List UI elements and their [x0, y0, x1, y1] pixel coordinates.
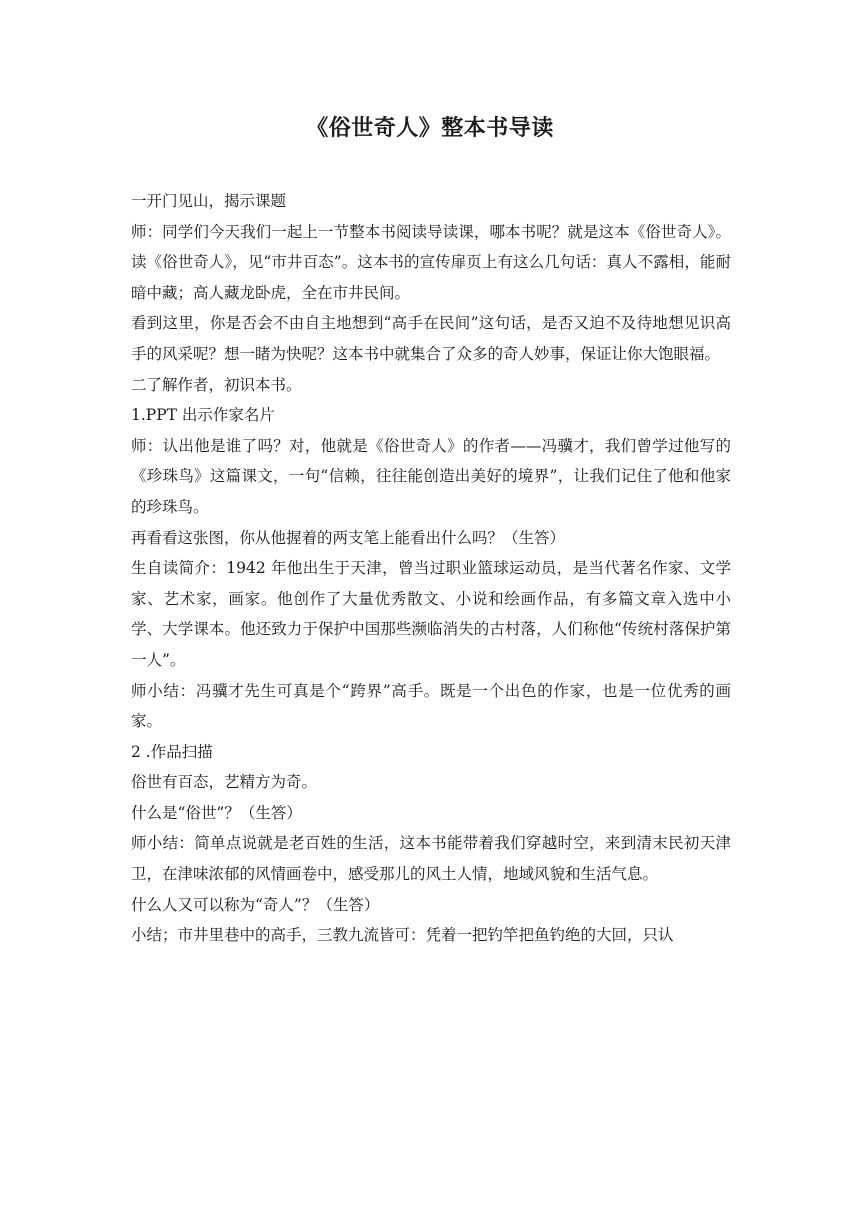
- paragraph: 师小结：冯骥才先生可真是个“跨界”高手。既是一个出色的作家，也是一位优秀的画家。: [131, 681, 731, 731]
- paragraph: 师：认出他是谁了吗？对，他就是《俗世奇人》的作者——冯骥才，我们曾学过他写的《珍珠鸟》这篇课文，一句“信赖，往往能创造出美好的境界”，让我们记住了他和他家的珍珠鸟。: [131, 436, 731, 516]
- paragraph: 二了解作者，初识本书。: [131, 375, 302, 394]
- paragraph: 看到这里，你是否会不由自主地想到“高手在民间”这句话，是否又迫不及待地想见识高手的风采呢？想一睹为快呢？这本书中就集合了众多的奇人妙事，保证让你大饱眼福。: [131, 314, 731, 363]
- paragraph: 2 .作品扫描: [131, 742, 213, 761]
- paragraph: 小结；市井里巷中的高手，三教九流皆可：凭着一把钓竿把鱼钓绝的大回，只认: [131, 926, 674, 945]
- paragraph: 再看看这张图，你从他握着的两支笔上能看出什么吗？（生答）: [131, 528, 566, 547]
- paragraph: 一开门见山，揭示课题: [131, 192, 287, 210]
- paragraph: 师小结：简单点说就是老百姓的生活，这本书能带着我们穿越时空，来到清末民初天津卫，在津味浓郁的风情画卷中，感受那儿的风土人情，地域风貌和生活气息。: [131, 834, 731, 884]
- paragraph: 1.PPT 出示作家名片: [131, 406, 275, 425]
- paragraph: 什么人又可以称为“奇人”？（生答）: [131, 895, 380, 914]
- paragraph: 师：同学们今天我们一起上一节整本书阅读导读课，哪本书呢？就是这本《俗世奇人》。读《俗世奇人》，见“市井百态”。这本书的宣传扉页上有这么几句话：真人不露相，能耐暗中藏；高人藏龙卧虎，全在市井民间。: [131, 222, 731, 302]
- document-title: 《俗世奇人》整本书导读: [306, 115, 554, 141]
- paragraph: 俗世有百态，艺精方为奇。: [131, 773, 318, 792]
- paragraph: 什么是“俗世”？（生答）: [131, 803, 302, 822]
- document-body: [131, 186, 731, 951]
- paragraph: 生自读简介：1942 年他出生于天津，曾当过职业篮球运动员，是当代著名作家、文学家、艺术家，画家。他创作了大量优秀散文、小说和绘画作品，有多篇文章入选中小学、大学课本。他还致力于保护中国那些濒临消失的古村落，人们称他“传统村落保护第一人”。: [131, 559, 731, 669]
